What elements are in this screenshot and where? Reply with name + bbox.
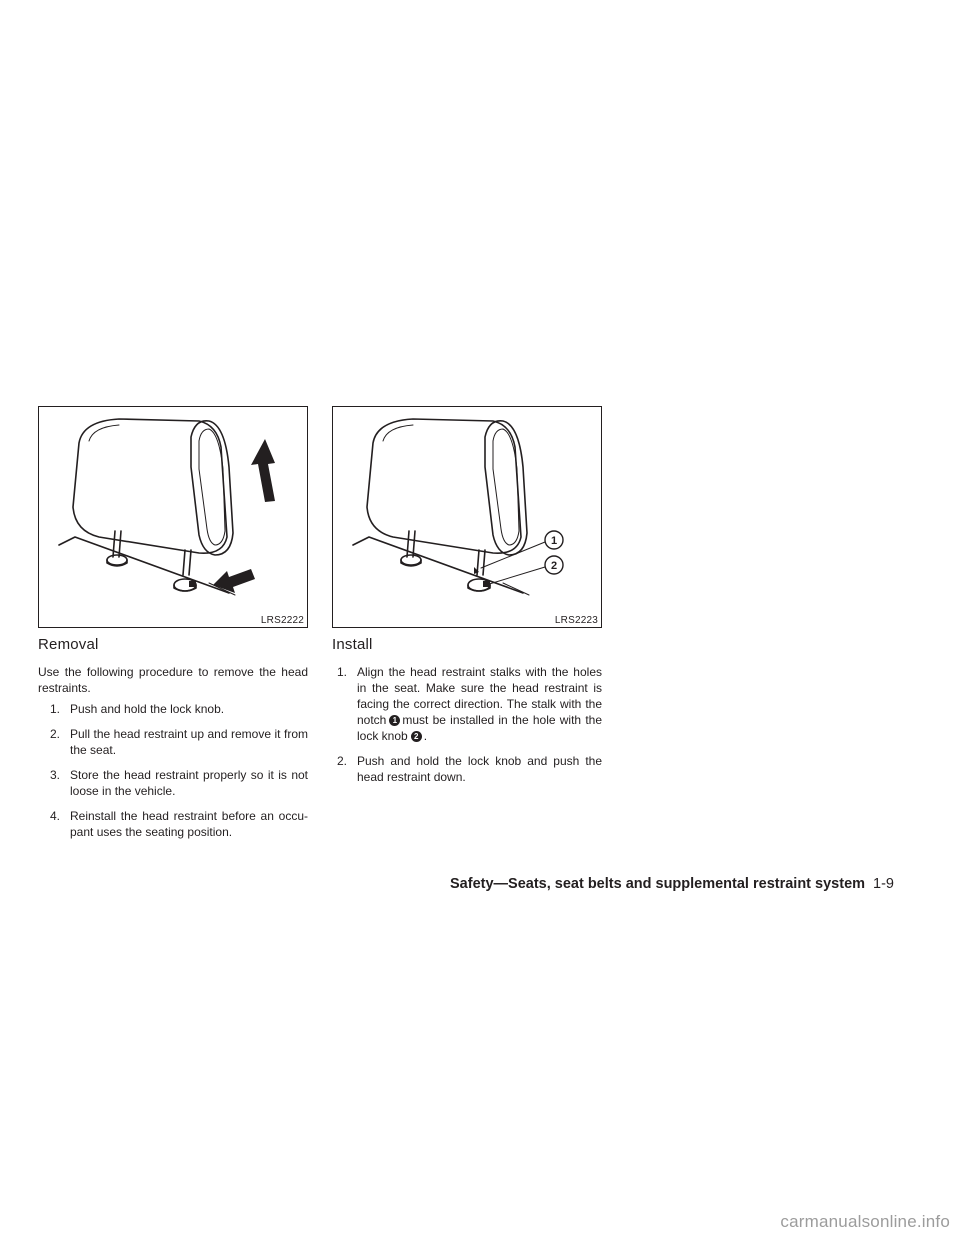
removal-step-1: 1. Push and hold the lock knob. — [50, 702, 225, 716]
removal-section — [38, 636, 308, 849]
install-step-2: 2. Push and hold the lock knob and push the head restraint down. — [337, 754, 602, 784]
install-figure — [332, 406, 602, 628]
removal-step-3: 3. Store the head restraint properly so it is not loose in the vehicle. — [50, 768, 308, 798]
install-steps — [332, 664, 602, 785]
removal-step-4: 4. Reinstall the head restraint before an occu-pant uses the seating position. — [50, 809, 308, 839]
section-title: Safety—Seats, seat belts and supplemental restraint system — [450, 876, 866, 892]
page-footer — [450, 876, 894, 892]
head-restraint-removal-illustration — [39, 407, 307, 627]
page-number: 1-9 — [873, 876, 894, 892]
figure-code: LRS2223 — [554, 615, 598, 626]
removal-steps — [38, 701, 308, 840]
removal-step-2: 2. Pull the head restraint up and remove it from the seat. — [50, 727, 308, 757]
callout-2-inline: 2 — [411, 731, 422, 742]
removal-intro: Use the following procedure to remove the head restraints. — [38, 665, 308, 695]
callout-2: 2 — [550, 560, 558, 572]
figure-code: LRS2222 — [260, 615, 304, 626]
head-restraint-install-illustration — [333, 407, 601, 627]
removal-heading: Removal — [38, 636, 99, 653]
removal-figure — [38, 406, 308, 628]
watermark: carmanualsonline.info — [780, 1212, 950, 1231]
callout-1-inline: 1 — [389, 715, 400, 726]
install-heading: Install — [332, 636, 373, 653]
install-step-1: 1. Align the head restraint stalks with the holes in the seat. Make sure the head restraint is facing the correct direction. The stalk with the notch 1 must be installed in the hole with the lock knob 2 . — [337, 665, 602, 743]
install-section — [332, 636, 602, 794]
callout-1: 1 — [550, 535, 558, 547]
